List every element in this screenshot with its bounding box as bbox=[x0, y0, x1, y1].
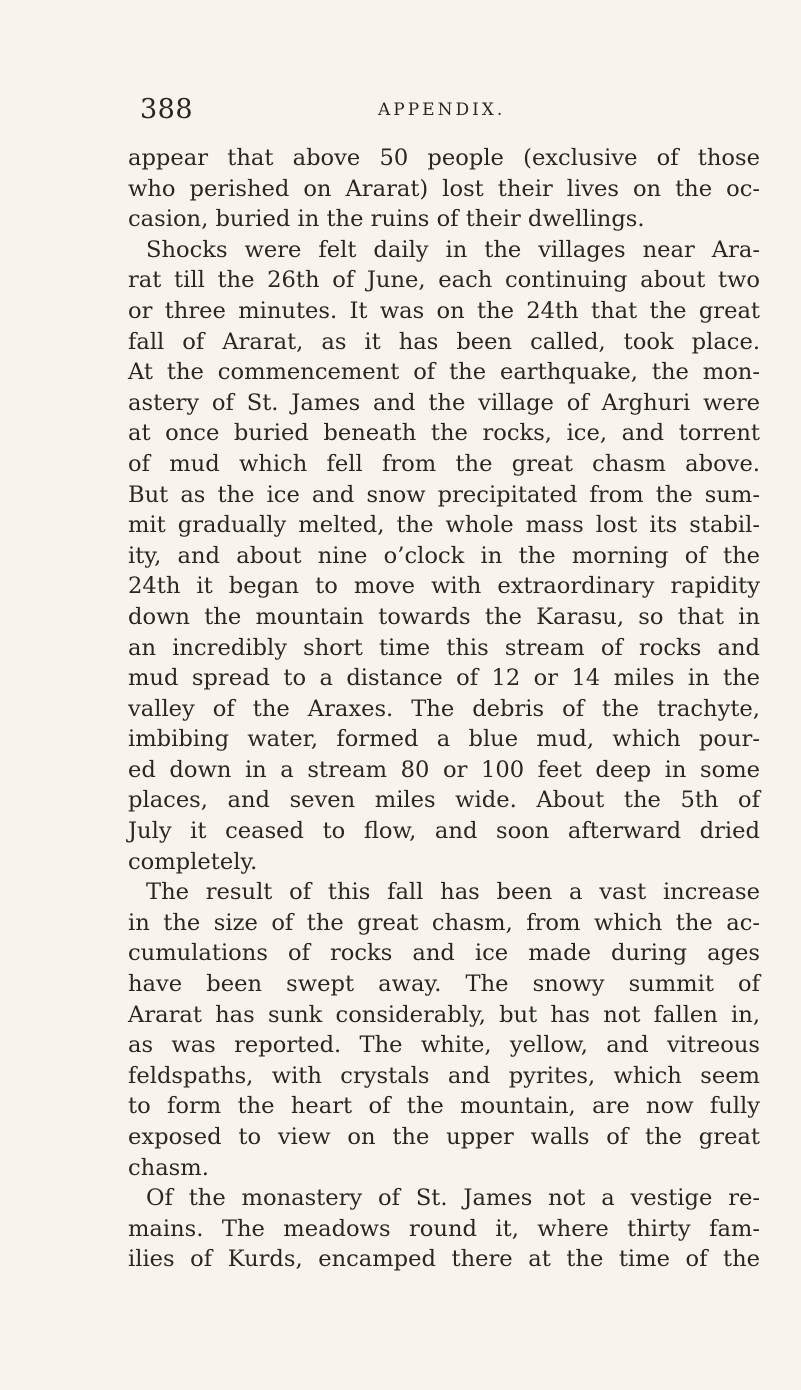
text-line: rat till the 26th of June, each continuing about two bbox=[128, 267, 760, 294]
running-head-title: APPENDIX. bbox=[378, 100, 506, 120]
text-line: cumulations of rocks and ice made during ages bbox=[128, 940, 760, 967]
text-line: or three minutes. It was on the 24th that the great bbox=[128, 297, 760, 324]
text-line: of mud which fell from the great chasm above. bbox=[128, 450, 760, 477]
text-line: as was reported. The white, yellow, and vitreous bbox=[128, 1032, 760, 1059]
text-line: feldspaths, with crystals and pyrites, which seem bbox=[128, 1062, 760, 1089]
body-text bbox=[128, 143, 760, 1275]
text-line: completely. bbox=[128, 848, 258, 875]
text-line: fall of Ararat, as it has been called, took place. bbox=[128, 328, 760, 355]
text-line: chasm. bbox=[128, 1154, 209, 1181]
text-line: ed down in a stream 80 or 100 feet deep in some bbox=[128, 756, 760, 783]
text-line: Ararat has sunk considerably, but has not fallen in, bbox=[128, 1001, 760, 1028]
text-line: ity, and about nine o’clock in the morning of the bbox=[128, 542, 760, 569]
text-line: to form the heart of the mountain, are now fully bbox=[128, 1093, 760, 1120]
text-line: Of the monastery of St. James not a vestige re- bbox=[146, 1185, 760, 1212]
text-line: who perished on Ararat) lost their lives on the oc- bbox=[128, 175, 760, 202]
text-line: Shocks were felt daily in the villages near Ara- bbox=[146, 236, 760, 263]
text-line: in the size of the great chasm, from which the ac- bbox=[128, 909, 760, 936]
text-line: At the commencement of the earthquake, the mon- bbox=[128, 359, 760, 386]
text-line: July it ceased to flow, and soon afterward dried bbox=[128, 818, 760, 845]
text-line: astery of St. James and the village of Arghuri were bbox=[128, 389, 760, 416]
text-line: casion, buried in the ruins of their dwellings. bbox=[128, 206, 645, 233]
text-line: mains. The meadows round it, where thirty fam- bbox=[128, 1215, 760, 1242]
text-line: at once buried beneath the rocks, ice, and torrent bbox=[128, 420, 760, 447]
text-line: an incredibly short time this stream of rocks and bbox=[128, 634, 760, 661]
page-number: 388 bbox=[140, 94, 194, 125]
text-line: have been swept away. The snowy summit of bbox=[128, 971, 760, 998]
text-line: mud spread to a distance of 12 or 14 miles in the bbox=[128, 665, 760, 692]
text-line: mit gradually melted, the whole mass lost its stabil- bbox=[128, 512, 760, 539]
text-line: 24th it began to move with extraordinary rapidity bbox=[128, 573, 760, 600]
text-line: down the mountain towards the Karasu, so that in bbox=[128, 603, 760, 630]
text-line: valley of the Araxes. The debris of the trachyte, bbox=[128, 695, 760, 722]
text-line: places, and seven miles wide. About the 5th of bbox=[128, 787, 760, 814]
text-line: The result of this fall has been a vast increase bbox=[146, 879, 760, 906]
text-line: imbibing water, formed a blue mud, which pour- bbox=[128, 726, 760, 753]
running-head bbox=[140, 94, 760, 130]
text-line: exposed to view on the upper walls of the great bbox=[128, 1124, 760, 1150]
text-line: ilies of Kurds, encamped there at the time of the bbox=[128, 1246, 760, 1273]
text-line: But as the ice and snow precipitated from the sum- bbox=[128, 481, 760, 508]
text-line: appear that above 50 people (exclusive of those bbox=[128, 145, 760, 171]
